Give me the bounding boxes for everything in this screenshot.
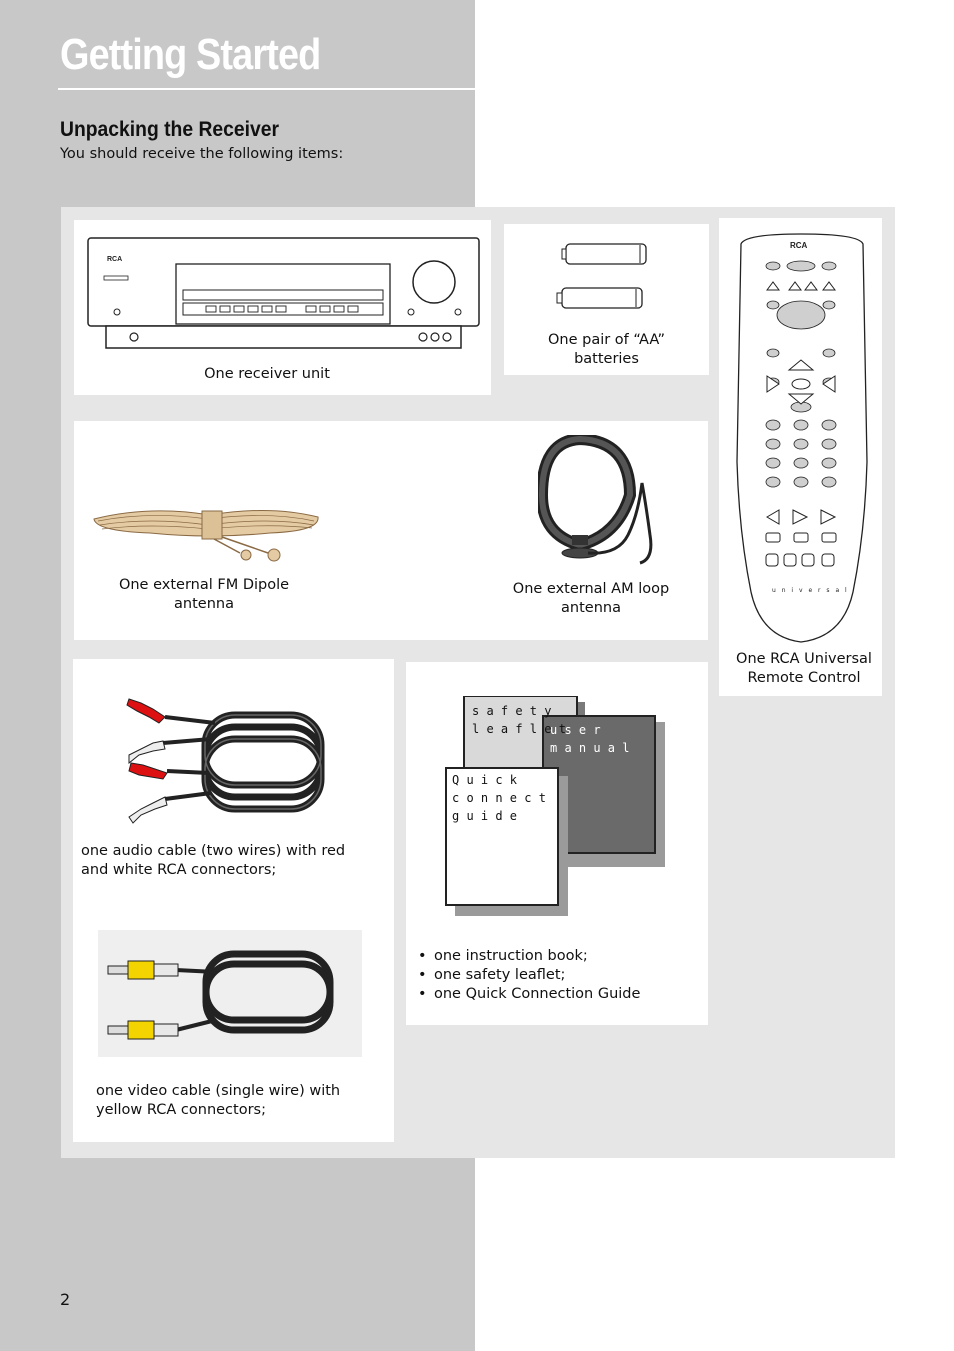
page-title: Getting Started: [60, 30, 321, 79]
quick-guide-line1: Q u i c k: [452, 773, 518, 787]
audio-cable-caption-line1: one audio cable (two wires) with red: [81, 843, 346, 859]
remote-card: [719, 218, 882, 696]
receiver-image: [86, 235, 481, 355]
batteries-card: [504, 224, 709, 375]
list-item: • one instruction book;: [418, 947, 640, 966]
receiver-caption: One receiver unit: [204, 366, 330, 382]
remote-brand: RCA: [790, 241, 808, 250]
video-cable-image-frame: [98, 930, 362, 1057]
documents-card: [406, 662, 708, 1025]
list-item: • one safety leaflet;: [418, 966, 640, 985]
items-panel: [61, 207, 895, 1158]
fm-antenna-image: [90, 501, 322, 565]
intro-text: You should receive the following items:: [60, 146, 344, 162]
video-cable-caption-line2: yellow RCA connectors;: [96, 1102, 266, 1118]
audio-cable-image: [125, 693, 330, 833]
title-rule: [58, 88, 475, 90]
fm-antenna-caption-line1: One external FM Dipole: [118, 577, 290, 593]
section-title: Unpacking the Receiver: [60, 118, 280, 141]
video-cable-caption-line1: one video cable (single wire) with: [96, 1083, 341, 1099]
safety-leaflet-line1: s a f e t y: [472, 704, 552, 718]
remote-caption-line2: Remote Control: [747, 670, 861, 686]
video-cable-image: [106, 946, 341, 1046]
am-antenna-caption-line1: One external AM loop: [512, 581, 670, 597]
am-antenna-caption-line2: antenna: [561, 600, 621, 616]
safety-leaflet-line2: l e a f l e t: [472, 722, 566, 736]
documents-image: [442, 696, 672, 926]
batteries-image: [552, 236, 652, 316]
antennas-card: [74, 421, 708, 640]
batteries-caption-line1: One pair of “AA”: [547, 332, 665, 348]
user-manual-line1: u s e r: [550, 723, 601, 737]
cables-card: [73, 659, 394, 1142]
quick-guide-line2: c o n n e c t: [452, 791, 546, 805]
audio-cable-caption-line2: and white RCA connectors;: [81, 862, 277, 878]
documents-list: [418, 947, 640, 1004]
remote-wordmark: u n i v e r s a l: [772, 587, 849, 594]
remote-caption-line1: One RCA Universal: [736, 651, 872, 667]
receiver-brand: RCA: [107, 256, 123, 263]
page-number: 2: [60, 1290, 71, 1309]
receiver-card: [74, 220, 491, 395]
fm-antenna-caption-line2: antenna: [174, 596, 234, 612]
remote-image: [735, 232, 870, 647]
user-manual-line2: m a n u a l: [550, 741, 630, 755]
quick-guide-line3: g u i d e: [452, 809, 518, 823]
batteries-caption-line2: batteries: [574, 351, 639, 367]
list-item: • one Quick Connection Guide: [418, 985, 640, 1004]
am-antenna-image: [538, 435, 668, 575]
